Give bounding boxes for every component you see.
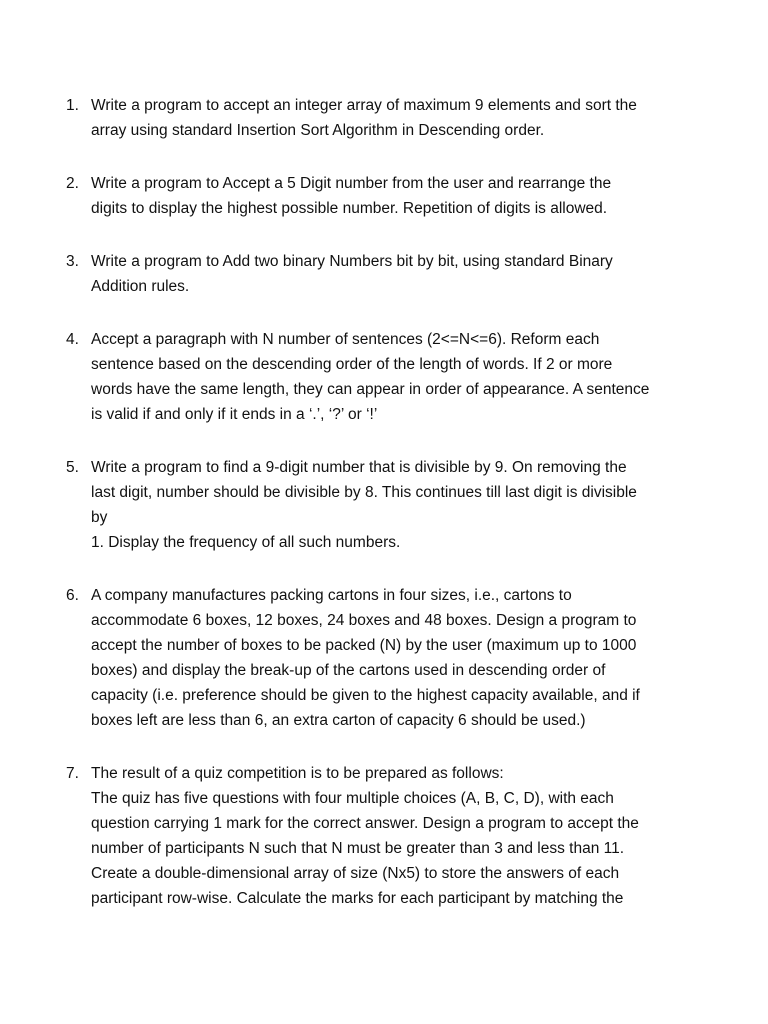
question-list [66,93,686,911]
question-number: 4. [66,331,79,348]
question-item [66,455,686,555]
question-line: Write a program to accept an integer array of maximum 9 elements and sort the [91,97,637,114]
question-line: participant row-wise. Calculate the marks for each participant by matching the [91,890,624,907]
question-line: array using standard Insertion Sort Algorithm in Descending order. [91,122,545,139]
question-text [91,761,686,911]
question-line: Accept a paragraph with N number of sentences (2<=N<=6). Reform each [91,331,600,348]
question-text [91,171,686,221]
question-line: accept the number of boxes to be packed (N) by the user (maximum up to 1000 [91,637,637,654]
question-number: 7. [66,765,79,782]
question-line: A company manufactures packing cartons in four sizes, i.e., cartons to [91,587,572,604]
question-number: 3. [66,253,79,270]
question-line: is valid if and only if it ends in a ‘.’, ‘?’ or ‘!’ [91,406,378,423]
question-text [91,249,686,299]
question-line: digits to display the highest possible number. Repetition of digits is allowed. [91,200,608,217]
question-text [91,583,686,733]
question-line: number of participants N such that N must be greater than 3 and less than 11. [91,840,625,857]
question-number: 2. [66,175,79,192]
question-number: 6. [66,587,79,604]
question-line: 1. Display the frequency of all such numbers. [91,534,401,551]
question-line: accommodate 6 boxes, 12 boxes, 24 boxes and 48 boxes. Design a program to [91,612,637,629]
question-line: Write a program to Accept a 5 Digit number from the user and rearrange the [91,175,612,192]
question-line: sentence based on the descending order of the length of words. If 2 or more [91,356,613,373]
question-item [66,171,686,221]
question-text [91,455,686,555]
question-line: by [91,509,108,526]
question-line: words have the same length, they can appear in order of appearance. A sentence [91,381,650,398]
question-number: 5. [66,459,79,476]
question-item [66,761,686,911]
question-line: capacity (i.e. preference should be given to the highest capacity available, and if [91,687,640,704]
question-item [66,93,686,143]
question-text [91,93,686,143]
question-line: Addition rules. [91,278,190,295]
question-line: boxes) and display the break-up of the cartons used in descending order of [91,662,606,679]
question-line: question carrying 1 mark for the correct answer. Design a program to accept the [91,815,639,832]
question-line: last digit, number should be divisible by 8. This continues till last digit is divisible [91,484,637,501]
question-line: The result of a quiz competition is to be prepared as follows: [91,765,504,782]
question-item [66,327,686,427]
question-line: Write a program to find a 9-digit number that is divisible by 9. On removing the [91,459,627,476]
question-line: Write a program to Add two binary Numbers bit by bit, using standard Binary [91,253,613,270]
question-item [66,249,686,299]
question-number: 1. [66,97,79,114]
question-item [66,583,686,733]
question-line: boxes left are less than 6, an extra carton of capacity 6 should be used.) [91,712,586,729]
question-line: The quiz has five questions with four multiple choices (A, B, C, D), with each [91,790,614,807]
question-text [91,327,686,427]
question-line: Create a double-dimensional array of size (Nx5) to store the answers of each [91,865,620,882]
